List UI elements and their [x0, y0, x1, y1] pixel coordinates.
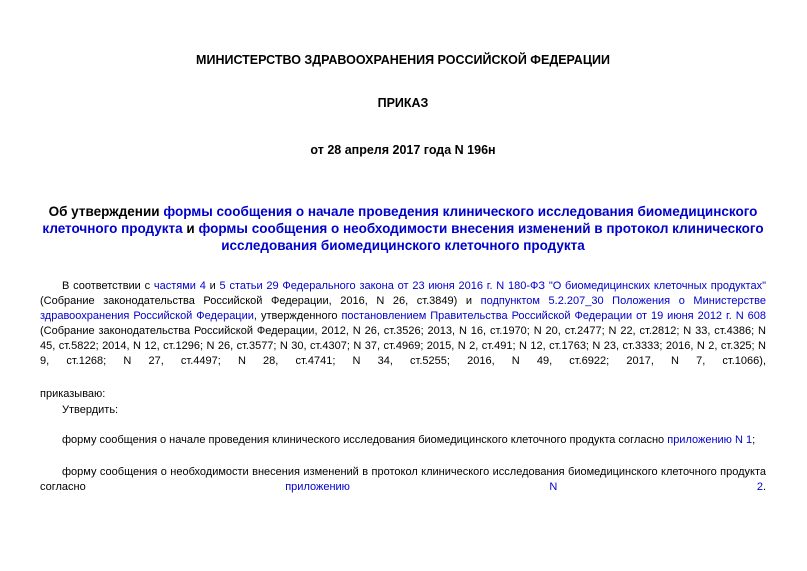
orders-line: приказываю: [40, 388, 106, 400]
item-form-2 [40, 465, 766, 495]
preamble-paragraph [40, 279, 766, 369]
item-2-end: . [762, 481, 766, 493]
preamble-text-4: , утвержденного [253, 310, 342, 322]
approve-line: Утвердить: [62, 404, 119, 416]
link-subparagraph-regulation[interactable]: подпунктом 5.2.207_30 Положения о Министерстве здравоохранения Российской Федерации [40, 295, 766, 322]
link-government-decree-608[interactable]: постановлением Правительства Российской Федерации от 19 июня 2012 г. N 608 [341, 310, 767, 322]
title-mid: и [182, 221, 199, 236]
link-federal-law-180fz[interactable]: 5 статьи 29 Федерального закона от 23 июня 2016 г. N 180-ФЗ "О биомедицинских клеточных продуктах" [219, 280, 766, 292]
preamble-text-1: В соответствии с [62, 280, 154, 292]
date-number-heading: от 28 апреля 2017 года N 196н [310, 143, 496, 157]
item-form-1 [62, 433, 766, 448]
title-link-form-1[interactable]: формы сообщения о начале проведения клинического исследования биомедицинского клеточного продукта [42, 204, 758, 236]
item-2-text: форму сообщения о необходимости внесения изменений в протокол клинического исследования биомедицинского клеточного продукта согласно [40, 466, 766, 493]
title-link-form-2[interactable]: формы сообщения о необходимости внесения изменений в протокол клинического исследования биомедицинского клеточного продукта [198, 221, 764, 253]
ministry-heading: МИНИСТЕРСТВО ЗДРАВООХРАНЕНИЯ РОССИЙСКОЙ ФЕДЕРАЦИИ [196, 53, 610, 67]
title-prefix: Об утверждении [48, 204, 164, 219]
preamble-text-3: (Собрание законодательства Российской Федерации, 2016, N 26, ст.3849) и [40, 295, 481, 307]
link-appendix-1[interactable]: приложению N 1 [667, 434, 753, 446]
item-1-text: форму сообщения о начале проведения клинического исследования биомедицинского клеточного продукта согласно [62, 434, 668, 446]
link-appendix-2[interactable]: приложению N 2 [285, 481, 763, 493]
doc-type-heading: ПРИКАЗ [377, 96, 429, 110]
preamble-text-5: (Собрание законодательства Российской Федерации, 2012, N 26, ст.3526; 2013, N 16, ст.1970; N 20, ст.2477; N 22, ст.2812; N 33, ст.4386; N 45, ст.5822; 2014, N 12, ст.1296; N 26, ст.3577; N 30, ст.4307; N 37, ст.4969; 2015, N 2, ст.491; N 12, ст.1763; N 23, ст.3333; 2016, N 2, ст.325; N 9, ст.1268; N 27, ст.4497; N 28, ст.4741; N 34, ст.5255; 2016, N 49, ст.6922; 2017, N 7, ст.1066), [40, 325, 766, 367]
order-title [40, 203, 766, 254]
item-1-end: ; [752, 434, 756, 446]
link-parts-4[interactable]: частями 4 [153, 280, 206, 292]
preamble-text-2: и [205, 280, 220, 292]
